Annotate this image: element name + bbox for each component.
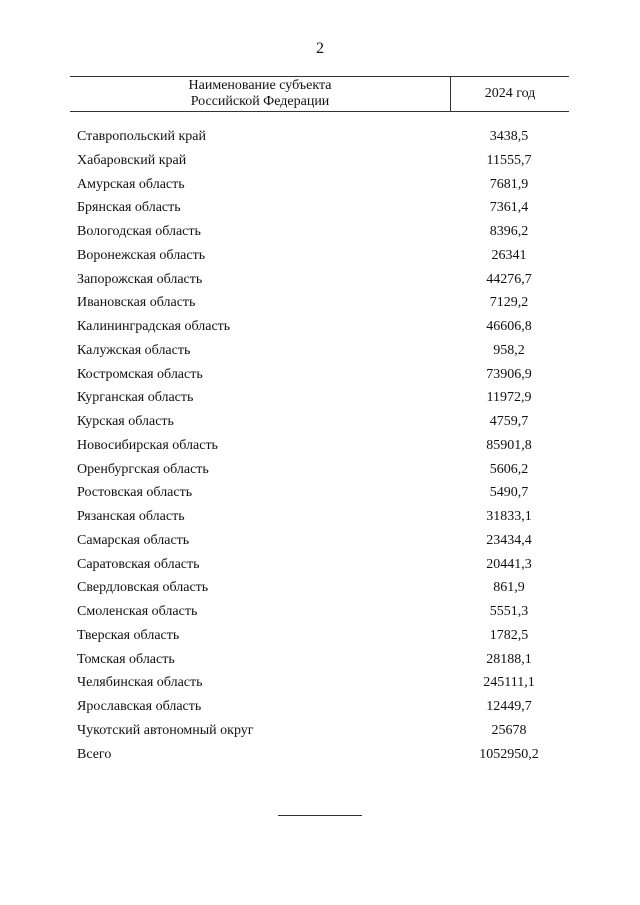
region-value-2024: 31833,1	[486, 509, 532, 524]
table-row	[0, 175, 640, 199]
table-row	[0, 483, 640, 507]
region-name: Свердловская область	[77, 580, 209, 596]
region-value-2024: 26341	[491, 247, 527, 263]
region-name: Калининградская область	[77, 319, 231, 334]
region-value-2024: 46606,8	[486, 319, 532, 334]
page-number: 2	[316, 40, 324, 57]
region-value-2024: 11972,9	[486, 390, 532, 406]
region-value-2024: 23434,4	[486, 532, 532, 548]
region-value-2024: 11555,7	[486, 152, 532, 168]
region-name: Томская область	[77, 651, 175, 667]
table-row	[0, 531, 640, 555]
region-name: Оренбургская область	[77, 461, 209, 477]
table-row	[0, 626, 640, 650]
region-name: Саратовская область	[77, 556, 200, 572]
region-value-2024: 1782,5	[489, 627, 529, 643]
column-header-region-line1: Наименование субъекта	[188, 78, 332, 93]
region-value-2024: 85901,8	[486, 437, 532, 453]
table-row	[0, 650, 640, 674]
region-name: Курская область	[77, 414, 174, 429]
region-name: Хабаровский край	[77, 152, 187, 168]
region-value-2024: 5606,2	[489, 461, 529, 477]
region-value-2024: 245111,1	[483, 675, 535, 691]
table-header	[70, 76, 569, 112]
region-name: Челябинская область	[77, 675, 203, 691]
region-value-2024: 3438,5	[489, 129, 529, 144]
table-row	[0, 578, 640, 602]
region-name: Всего	[77, 746, 112, 762]
region-name: Запорожская область	[77, 271, 203, 287]
table-row	[0, 151, 640, 175]
region-name: Курганская область	[77, 390, 194, 406]
region-value-2024: 44276,7	[486, 271, 532, 287]
region-value-2024: 5490,7	[489, 485, 529, 501]
column-header-year: 2024 год	[484, 86, 536, 101]
region-value-2024: 28188,1	[486, 651, 532, 667]
table-row	[0, 602, 640, 626]
total-row	[0, 745, 640, 769]
table-row	[0, 721, 640, 745]
region-value-2024: 7681,9	[489, 176, 529, 192]
region-name: Чукотский автономный округ	[77, 722, 254, 738]
region-name: Тверская область	[77, 627, 180, 643]
region-value-2024: 7129,2	[489, 295, 529, 311]
table-row	[0, 673, 640, 697]
region-name: Воронежская область	[77, 247, 206, 263]
region-name: Вологодская область	[77, 224, 201, 239]
region-name: Калужская область	[77, 342, 191, 358]
table-row	[0, 198, 640, 222]
region-value-2024: 8396,2	[489, 224, 529, 239]
table-row	[0, 246, 640, 270]
table-row	[0, 412, 640, 436]
region-name: Амурская область	[77, 176, 185, 192]
table-row	[0, 436, 640, 460]
table-row	[0, 555, 640, 579]
region-value-2024: 958,2	[493, 342, 525, 358]
table-row	[0, 460, 640, 484]
column-header-region	[70, 77, 450, 111]
table-row	[0, 127, 640, 151]
region-name: Брянская область	[77, 200, 181, 216]
region-name: Ярославская область	[77, 699, 202, 714]
region-value-2024: 5551,3	[489, 604, 529, 619]
table-body	[0, 127, 640, 768]
region-name: Рязанская область	[77, 509, 185, 524]
table-row	[0, 317, 640, 341]
column-header-region-line2: Российской Федерации	[190, 94, 330, 109]
table-row	[0, 270, 640, 294]
footer-rule	[278, 815, 362, 816]
region-value-2024: 7361,4	[489, 200, 529, 216]
table-row	[0, 507, 640, 531]
region-name: Новосибирская область	[77, 437, 218, 453]
table-row	[0, 388, 640, 412]
region-value-2024: 1052950,2	[479, 746, 539, 762]
region-name: Костромская область	[77, 366, 203, 382]
region-value-2024: 4759,7	[489, 414, 529, 429]
region-name: Смоленская область	[77, 604, 198, 619]
region-value-2024: 861,9	[493, 580, 525, 596]
region-value-2024: 12449,7	[486, 699, 532, 714]
region-value-2024: 25678	[491, 722, 527, 738]
table-row	[0, 341, 640, 365]
table-row	[0, 222, 640, 246]
table-row	[0, 697, 640, 721]
region-name: Ростовская область	[77, 485, 193, 501]
table-row	[0, 293, 640, 317]
region-name: Самарская область	[77, 532, 190, 548]
region-value-2024: 73906,9	[486, 366, 532, 382]
table-row	[0, 365, 640, 389]
region-name: Ставропольский край	[77, 129, 206, 144]
region-name: Ивановская область	[77, 295, 196, 311]
region-value-2024: 20441,3	[486, 556, 532, 572]
